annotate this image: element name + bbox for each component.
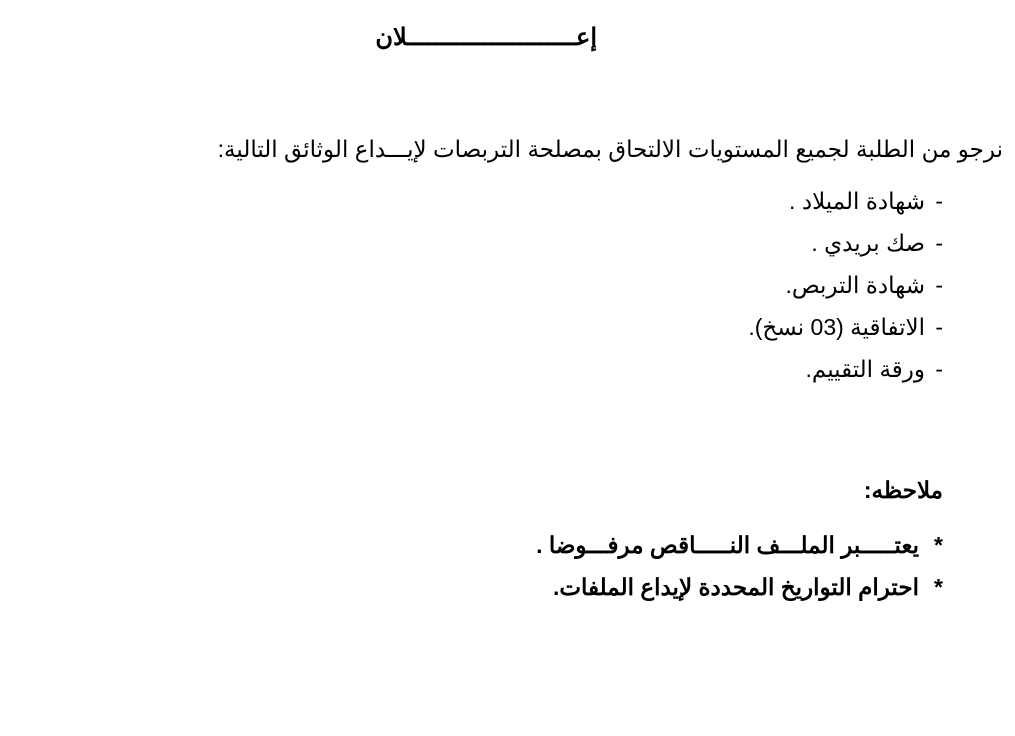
list-bullet: - xyxy=(935,314,943,340)
document-item-text: صك بريدي . xyxy=(811,230,925,256)
list-item xyxy=(536,576,943,618)
announcement-title: إعــــــــــــــــــــــــلان xyxy=(375,24,597,51)
list-item xyxy=(748,190,943,232)
note-bullet: * xyxy=(934,574,943,600)
list-item xyxy=(748,316,943,358)
list-item xyxy=(536,534,943,576)
document-item-text: ورقة التقييم. xyxy=(805,356,925,382)
announcement-intro: نرجو من الطلبة لجميع المستويات الالتحاق بمصلحة التربصات لإيـــداع الوثائق التالية: xyxy=(217,136,1003,162)
list-item xyxy=(748,274,943,316)
document-item-text: شهادة التربص. xyxy=(785,272,925,298)
note-text: احترام التواريخ المحددة لإيداع الملفات. xyxy=(552,574,919,600)
list-bullet: - xyxy=(935,272,943,298)
note-heading: ملاحظه: xyxy=(863,477,943,503)
document-item-text: الاتفاقية (03 نسخ). xyxy=(748,314,925,340)
note-bullet: * xyxy=(934,532,943,558)
list-bullet: - xyxy=(935,188,943,214)
list-bullet: - xyxy=(935,356,943,382)
list-item xyxy=(748,358,943,400)
notes-list xyxy=(536,534,943,618)
required-documents-list xyxy=(748,190,943,400)
document-item-text: شهادة الميلاد . xyxy=(789,188,925,214)
note-text: يعتـــــبر الملـــف النـــــاقص مرفـــوضا . xyxy=(536,532,919,558)
list-bullet: - xyxy=(935,230,943,256)
list-item xyxy=(748,232,943,274)
